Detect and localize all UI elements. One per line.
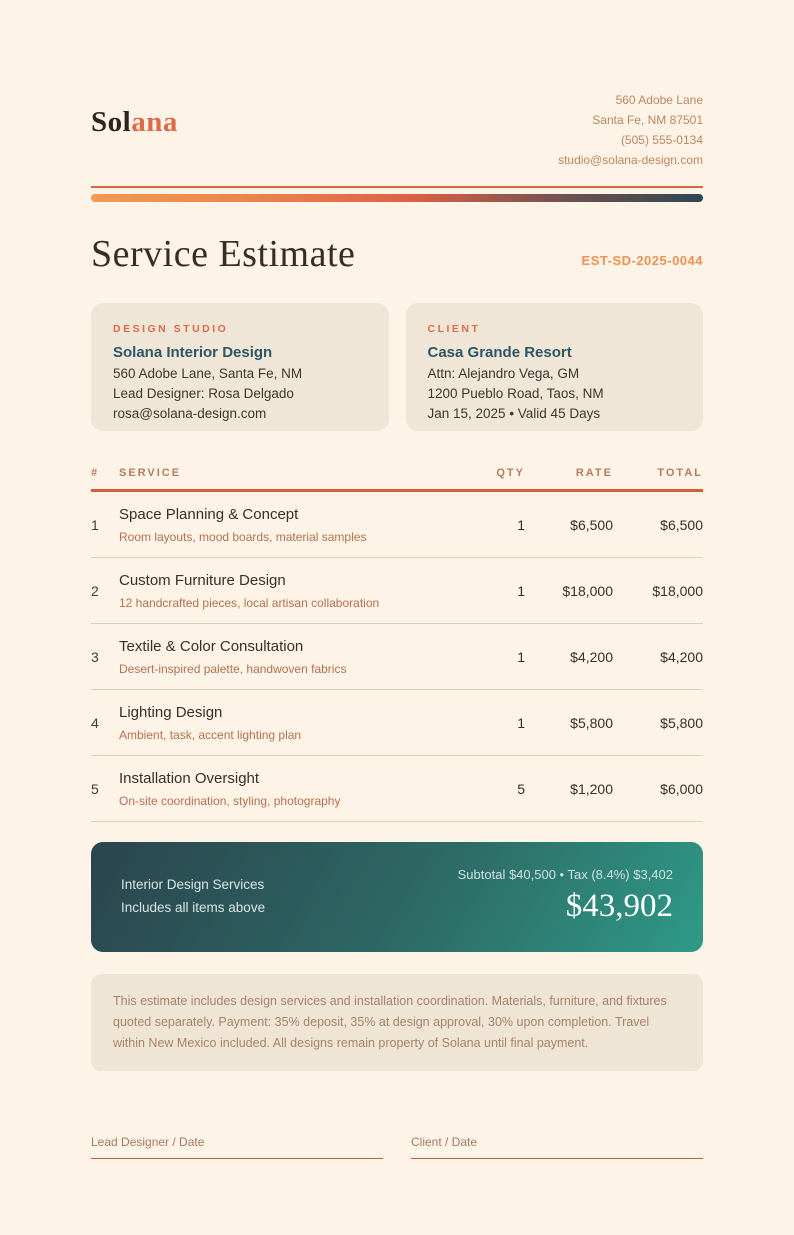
service-name: Custom Furniture Design (119, 572, 286, 589)
designer-signature-label: Lead Designer / Date (91, 1135, 205, 1149)
page-title: Service Estimate (91, 233, 356, 275)
service-rate: $1,200 (570, 781, 613, 797)
design-studio-card (91, 303, 389, 431)
service-total: $6,500 (660, 517, 703, 533)
row-number: 2 (91, 583, 99, 599)
table-row (91, 756, 703, 822)
designer-signature-block (91, 1135, 383, 1159)
grand-total-amount: $43,902 (565, 888, 673, 924)
column-header-total: TOTAL (657, 467, 703, 479)
studio-logo (91, 106, 178, 139)
row-number: 1 (91, 517, 99, 533)
logo-part-dark: Sol (91, 106, 132, 138)
column-header-service: SERVICE (119, 467, 182, 479)
summary-line1: Interior Design Services (121, 877, 265, 892)
column-header-qty: QTY (496, 467, 525, 479)
designer-signature-line[interactable] (91, 1158, 383, 1159)
service-qty: 1 (517, 583, 525, 599)
service-description: 12 handcrafted pieces, local artisan collaboration (119, 596, 380, 610)
document-header (91, 88, 703, 188)
service-rate: $18,000 (562, 583, 613, 599)
terms-text: This estimate includes design services and installation coordination. Materials, furniture, and fixtures quoted separately. Payment: 35% deposit, 35% at design approval, 30% upon completion. Travel within New Mexico included. All designs remain property of Solana until final payment. (113, 994, 667, 1050)
service-qty: 1 (517, 649, 525, 665)
service-rate: $4,200 (570, 649, 613, 665)
grand-total-banner (91, 842, 703, 952)
design-studio-name: Solana Interior Design (113, 344, 273, 361)
client-address: 1200 Pueblo Road, Taos, NM (427, 386, 604, 401)
client-label: CLIENT (427, 323, 481, 335)
studio-contact-block (558, 90, 703, 170)
estimate-number-badge: EST-SD-2025-0044 (581, 253, 703, 268)
service-total: $18,000 (652, 583, 703, 599)
summary-line2: Includes all items above (121, 900, 266, 915)
contact-phone: (505) 555-0134 (620, 133, 703, 147)
service-total: $6,000 (660, 781, 703, 797)
total-summary-description (121, 873, 265, 919)
row-number: 4 (91, 715, 99, 731)
row-service-cell (119, 572, 469, 610)
design-studio-address: 560 Adobe Lane, Santa Fe, NM (113, 366, 303, 381)
client-signature-block (411, 1135, 703, 1159)
service-name: Space Planning & Concept (119, 506, 299, 523)
row-service-cell (119, 770, 469, 808)
client-signature-line[interactable] (411, 1158, 703, 1159)
row-service-cell (119, 506, 469, 544)
logo-part-accent: ana (131, 106, 178, 138)
signature-section (91, 1135, 703, 1159)
contact-address-line2: Santa Fe, NM 87501 (592, 113, 703, 127)
service-description: Desert-inspired palette, handwoven fabrics (119, 662, 347, 676)
table-row (91, 558, 703, 624)
service-name: Lighting Design (119, 704, 223, 721)
service-description: On-site coordination, styling, photography (119, 794, 341, 808)
service-total: $4,200 (660, 649, 703, 665)
row-number: 5 (91, 781, 99, 797)
service-name: Installation Oversight (119, 770, 260, 787)
service-rate: $5,800 (570, 715, 613, 731)
client-attn: Attn: Alejandro Vega, GM (427, 366, 580, 381)
table-row (91, 624, 703, 690)
gradient-divider-bar (91, 194, 703, 202)
services-table (91, 467, 703, 822)
row-number: 3 (91, 649, 99, 665)
service-description: Room layouts, mood boards, material samples (119, 530, 367, 544)
title-row (91, 232, 703, 276)
service-rate: $6,500 (570, 517, 613, 533)
design-studio-email: rosa@solana-design.com (113, 406, 267, 421)
column-header-rate: RATE (575, 467, 613, 479)
contact-address-line1: 560 Adobe Lane (615, 93, 703, 107)
service-total: $5,800 (660, 715, 703, 731)
service-qty: 1 (517, 517, 525, 533)
client-card (406, 303, 704, 431)
column-header-num: # (91, 467, 100, 479)
service-name: Textile & Color Consultation (119, 638, 304, 655)
service-description: Ambient, task, accent lighting plan (119, 728, 302, 742)
total-amounts (458, 867, 673, 925)
design-studio-label: DESIGN STUDIO (113, 323, 229, 335)
row-service-cell (119, 704, 469, 742)
service-qty: 5 (517, 781, 525, 797)
table-row (91, 492, 703, 558)
row-service-cell (119, 638, 469, 676)
table-row (91, 690, 703, 756)
terms-box (91, 974, 703, 1071)
table-header-row (91, 467, 703, 479)
subtotal-tax-line: Subtotal $40,500 • Tax (8.4%) $3,402 (457, 867, 673, 882)
client-name: Casa Grande Resort (427, 344, 572, 361)
contact-email: studio@solana-design.com (558, 153, 703, 167)
service-qty: 1 (517, 715, 525, 731)
client-signature-label: Client / Date (411, 1135, 478, 1149)
design-studio-designer: Lead Designer: Rosa Delgado (113, 386, 294, 401)
client-date-validity: Jan 15, 2025 • Valid 45 Days (427, 406, 601, 421)
parties-section (91, 303, 703, 431)
